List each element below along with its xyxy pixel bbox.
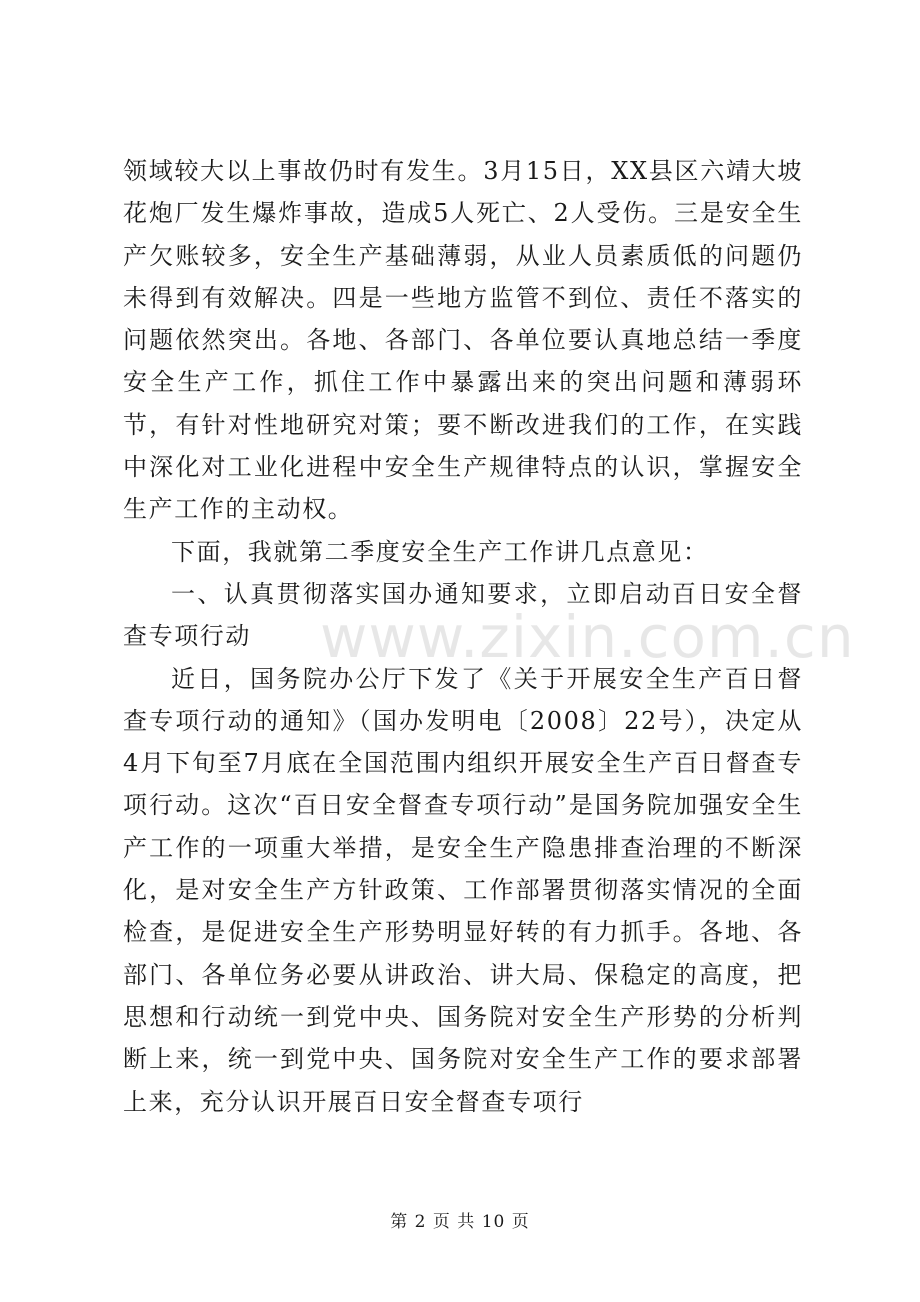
page-number-footer: 第 2 页 共 10 页 xyxy=(390,1212,530,1232)
paragraph-body: 近日，国务院办公厅下发了《关于开展安全生产百日督查专项行动的通知》（国办发明电〔2008〕22号），决定从4月下旬至7月底在全国范围内组织开展安全生产百日督查专项行动。这次“百日安全督查专项行动”是国务院加强安全生产工作的一项重大举措，是安全生产隐患排查治理的不断深化，是对安全生产方针政策、工作部署贯彻落实情况的全面检查，是促进安全生产形势明显好转的有力抓手。各地、各部门、各单位务必要从讲政治、讲大局、保稳定的高度，把思想和行动统一到党中央、国务院对安全生产形势的分析判断上来，统一到党中央、国务院对安全生产工作的要求部署上来，充分认识开展百日安全督查专项行 xyxy=(123,664,803,1116)
section-heading: 一、认真贯彻落实国办通知要求，立即启动百日安全督查专项行动 xyxy=(123,579,803,651)
paragraph-intro: 下面，我就第二季度安全生产工作讲几点意见： xyxy=(171,537,709,566)
document-body xyxy=(123,150,803,1123)
paragraph-continued: 领域较大以上事故仍时有发生。3月15日，XX县区六靖大坡花炮厂发生爆炸事故，造成5人死亡、2人受伤。三是安全生产欠账较多，安全生产基础薄弱，从业人员素质低的问题仍未得到有效解决。四是一些地方监管不到位、责任不落实的问题依然突出。各地、各部门、各单位要认真地总结一季度安全生产工作，抓住工作中暴露出来的突出问题和薄弱环节，有针对性地研究对策；要不断改进我们的工作，在实践中深化对工业化进程中安全生产规律特点的认识，掌握安全生产工作的主动权。 xyxy=(123,157,803,524)
watermark: www.zixin.com.cn xyxy=(320,603,855,671)
